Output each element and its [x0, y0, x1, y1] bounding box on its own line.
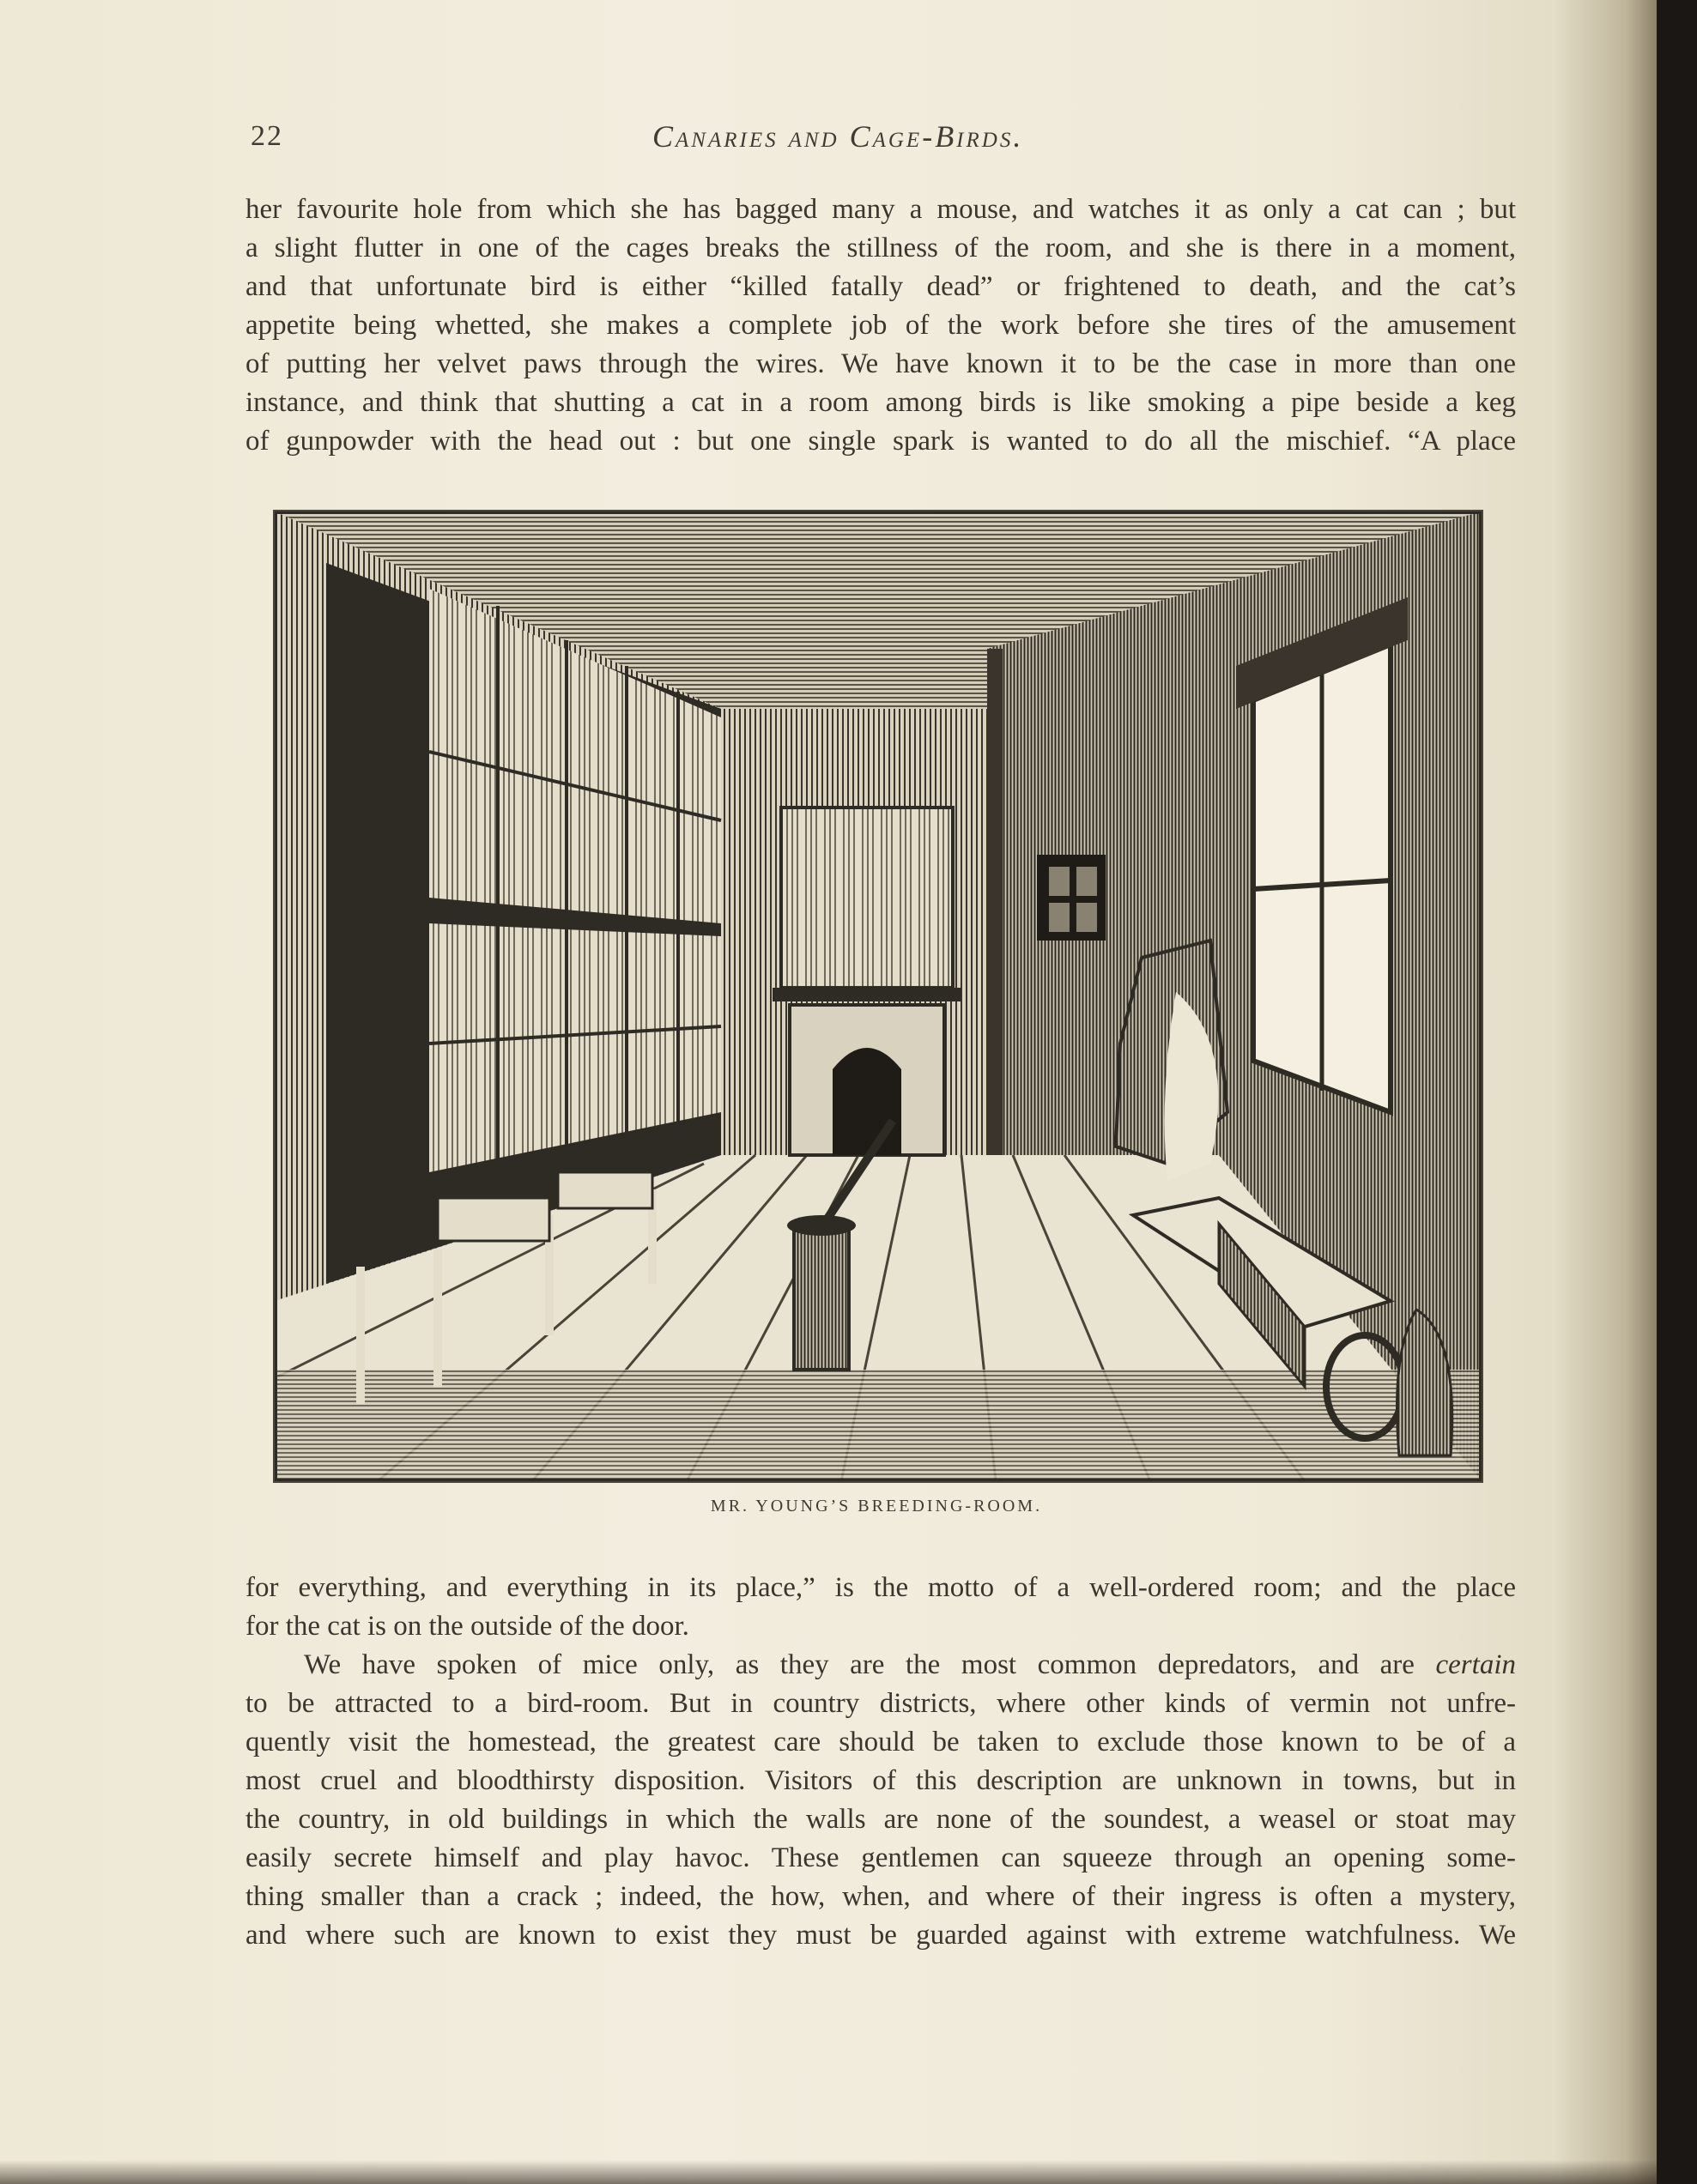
- paragraph: [245, 1646, 1516, 1955]
- paragraph: [245, 1569, 1516, 1646]
- text-run: We have spoken of mice only, as they are the most common depredators, and are: [304, 1649, 1436, 1680]
- page-number: 22: [251, 120, 283, 152]
- text-line: a slight flutter in one of the cages breaks the stillness of the room, and she is there in a moment,: [245, 233, 1516, 263]
- emphasis-text: certain: [1435, 1649, 1516, 1680]
- text-line: easily secrete himself and play havoc. These gentlemen can squeeze through an opening some-: [245, 1842, 1516, 1873]
- running-head: Canaries and Cage-Birds.: [652, 119, 1024, 154]
- engraving-illustration: [273, 510, 1483, 1483]
- text-line: her favourite hole from which she has bagged many a mouse, and watches it as only a cat can ; but: [245, 194, 1516, 225]
- far-cabinet: [781, 808, 953, 988]
- text-line: appetite being whetted, she makes a complete job of the work before she tires of the amusement: [245, 310, 1516, 341]
- gutter-shadow: [1554, 0, 1657, 2184]
- paragraph-continued: [245, 191, 1516, 461]
- text-line: and that unfortunate bird is either “killed fatally dead” or frightened to death, and the cat’s: [245, 271, 1516, 302]
- mortar-stand: [794, 1224, 849, 1370]
- text-block-bottom: [245, 1569, 1516, 1955]
- figure-caption: MR. YOUNG’S BREEDING-ROOM.: [710, 1497, 1043, 1515]
- text-line: instance, and think that shutting a cat in a room among birds is like smoking a pipe beside a keg: [245, 387, 1516, 418]
- text-line: for everything, and everything in its place,” is the motto of a well-ordered room; and the place: [245, 1572, 1516, 1603]
- text-line: to be attracted to a bird-room. But in country districts, where other kinds of vermin not unfre-: [245, 1688, 1516, 1719]
- page-bottom-edge: [0, 2160, 1657, 2184]
- text-line: quently visit the homestead, the greatest care should be taken to exclude those known to be of a: [245, 1727, 1516, 1757]
- text-line: [245, 1646, 1516, 1685]
- text-block-top: [245, 191, 1516, 461]
- text-line: the country, in old buildings in which the walls are none of the soundest, a weasel or stoat may: [245, 1804, 1516, 1835]
- text-line: of putting her velvet paws through the wires. We have known it to be the case in more than one: [245, 348, 1516, 379]
- text-line: and where such are known to exist they must be guarded against with extreme watchfulness. We: [245, 1920, 1516, 1951]
- text-line: of gunpowder with the head out : but one single spark is wanted to do all the mischief. “A place: [245, 426, 1516, 457]
- text-line: most cruel and bloodthirsty disposition. Visitors of this description are unknown in towns, but in: [245, 1765, 1516, 1796]
- text-line: thing smaller than a crack ; indeed, the how, when, and where of their ingress is often a mystery,: [245, 1881, 1516, 1912]
- text-line: for the cat is on the outside of the door.: [245, 1611, 689, 1642]
